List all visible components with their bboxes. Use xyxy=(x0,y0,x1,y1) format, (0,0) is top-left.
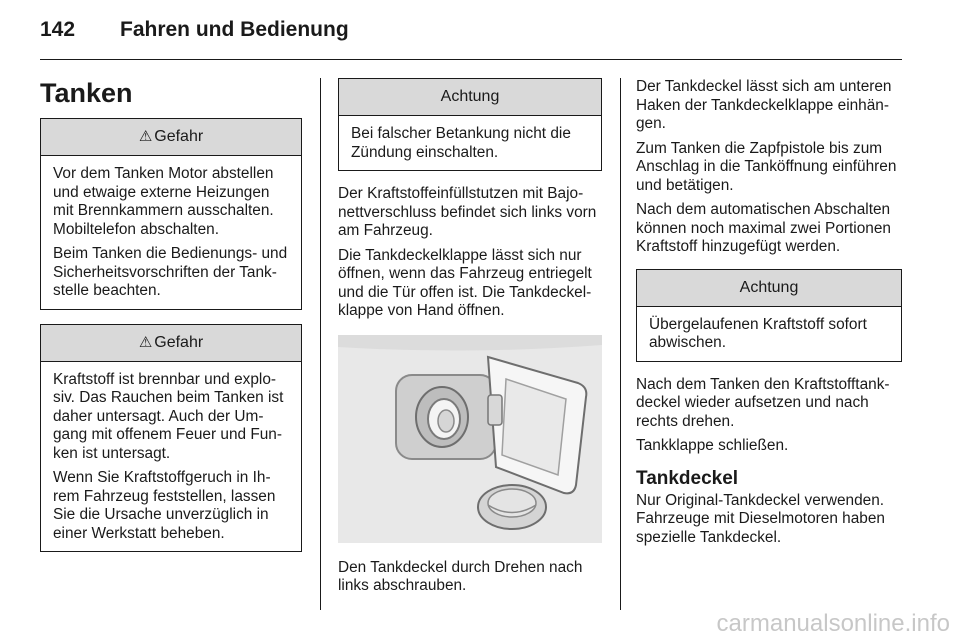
column-divider xyxy=(620,78,621,610)
danger-box-2 xyxy=(40,324,302,553)
section-title: Tanken xyxy=(40,78,133,108)
danger-box-header xyxy=(41,325,301,362)
paragraph: Kraftstoff ist brennbar und explosiv. Das Rauchen beim Tanken ist daher untersagt. Auch der Umgang mit offenem Feuer und Funken ist untersagt. xyxy=(53,370,284,462)
caution-box-header: Achtung xyxy=(637,270,901,307)
paragraph: Zum Tanken die Zapfpistole bis zum Anschlag in die Tanköffnung einführen und betätigen. xyxy=(636,139,897,194)
caution-box xyxy=(636,269,902,362)
paragraph: Beim Tanken die Bedienungs- und Sicherheitsvorschriften der Tankstelle beachten. xyxy=(53,245,288,299)
paragraph: Bei falscher Betankung nicht die Zündung einschalten. xyxy=(351,125,571,161)
left-column xyxy=(40,78,302,566)
warning-triangle-icon: ⚠ xyxy=(138,333,153,351)
paragraph: Nur Original-Tankdeckel verwenden. Fahrzeuge mit Dieselmotoren haben spezielle Tankdeckel. xyxy=(636,491,885,546)
paragraph: Die Tankdeckelklappe lässt sich nur öffnen, wenn das Fahrzeug entriegelt und die Tür offen ist. Die Tankdeckelklappe von Hand öffnen. xyxy=(338,246,592,319)
danger-box-body xyxy=(41,156,301,309)
page-number: 142 xyxy=(40,18,76,41)
paragraph: Wenn Sie Kraftstoffgeruch in Ihrem Fahrzeug feststellen, lassen Sie die Ursache unverzüglich in einer Werkstatt beheben. xyxy=(53,469,276,542)
paragraph: Der Tankdeckel lässt sich am unteren Haken der Tankdeckelklappe einhängen. xyxy=(636,78,892,132)
caution-box-body xyxy=(637,307,901,361)
danger-box-body xyxy=(41,362,301,552)
danger-box-1 xyxy=(40,118,302,310)
paragraph: Den Tankdeckel durch Drehen nach links abschrauben. xyxy=(338,558,583,594)
header-rule xyxy=(40,59,902,60)
warning-triangle-icon: ⚠ xyxy=(138,128,153,145)
right-column xyxy=(636,78,902,553)
danger-box-label: Gefahr xyxy=(154,333,204,351)
paragraph: Der Kraftstoffeinfüllstutzen mit Bajonettverschluss befindet sich links vorn am Fahrzeug. xyxy=(338,185,597,239)
column-divider xyxy=(320,78,321,610)
fuel-filler-illustration xyxy=(338,335,602,543)
danger-box-header xyxy=(41,119,301,156)
watermark: carmanualsonline.info xyxy=(716,610,950,637)
subsection-title: Tankdeckel xyxy=(636,467,739,489)
paragraph: Nach dem automatischen Abschalten können noch maximal zwei Portionen Kraftstoff hinzugefügt werden. xyxy=(636,201,891,255)
paragraph: Nach dem Tanken den Kraftstofftankdeckel wieder aufsetzen und nach rechts drehen. xyxy=(636,375,890,430)
paragraph: Tankklappe schließen. xyxy=(636,437,789,454)
chapter-title: Fahren und Bedienung xyxy=(120,18,349,41)
caution-box-body xyxy=(339,116,601,170)
fuel-filler-drawing xyxy=(338,335,602,543)
paragraph: Vor dem Tanken Motor abstellen und etwaige externe Heizungen mit Brennkammern ausschalten. Mobiltelefon abschalten. xyxy=(53,165,274,238)
caution-box-header: Achtung xyxy=(339,79,601,116)
danger-box-label: Gefahr xyxy=(154,128,204,145)
caution-box xyxy=(338,78,602,171)
middle-column xyxy=(338,78,602,602)
paragraph: Übergelaufenen Kraftstoff sofort abwischen. xyxy=(649,315,867,351)
